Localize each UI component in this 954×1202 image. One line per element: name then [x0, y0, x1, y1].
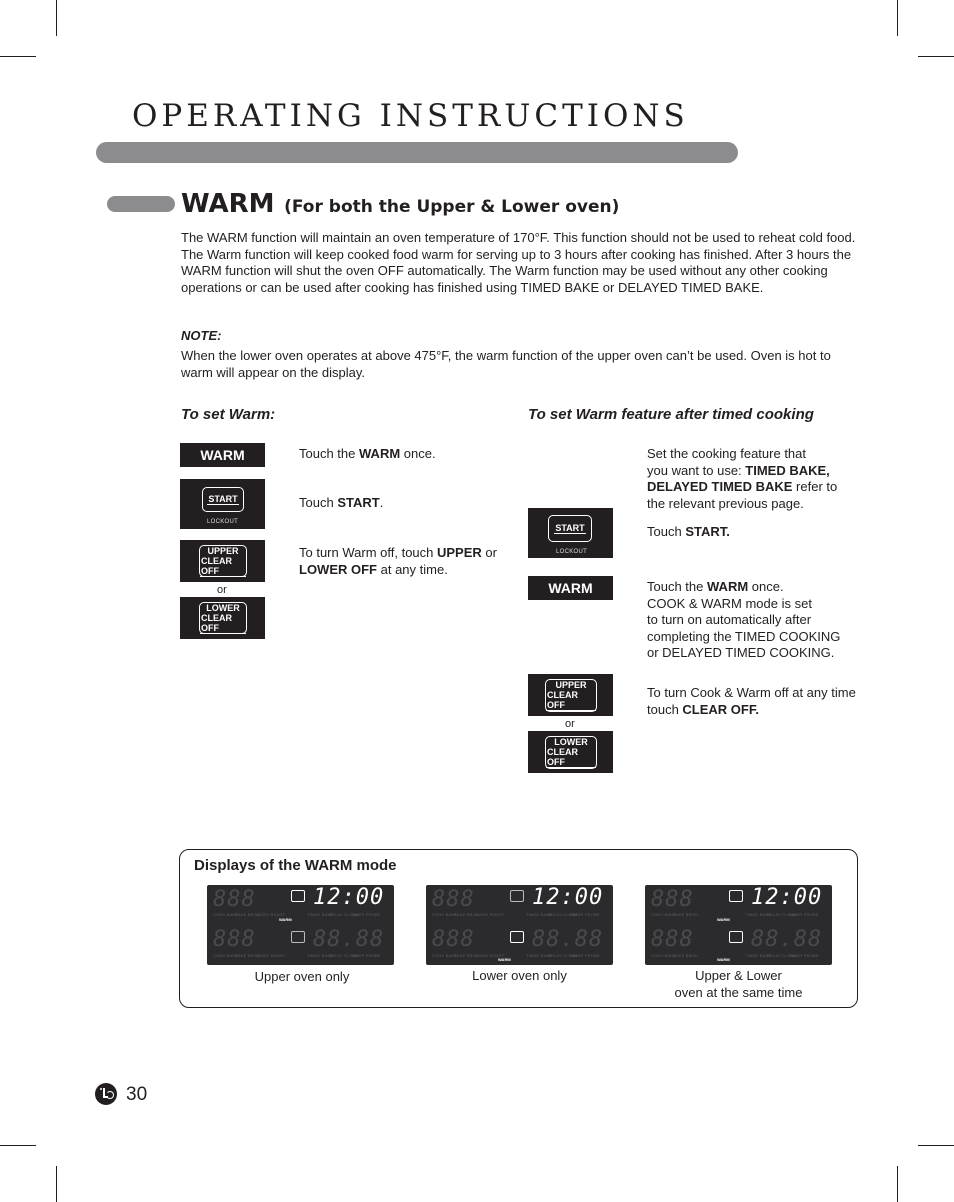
- displays-title: Displays of the WARM mode: [194, 857, 397, 874]
- right-step4: To turn Cook & Warm off at any time touch CLEAR OFF.: [647, 685, 856, 717]
- lg-logo-icon: [95, 1083, 117, 1105]
- caption-lower-only: Lower oven only: [472, 968, 567, 983]
- oven-icon: [291, 890, 305, 902]
- page-number: 30: [126, 1084, 148, 1105]
- section-title: [181, 189, 619, 219]
- lower-clear-off-button-left: LOWER CLEAR OFF: [180, 597, 265, 639]
- note-heading: NOTE:: [181, 328, 222, 343]
- section-title-main: WARM: [181, 189, 275, 219]
- header-bar: [96, 142, 738, 163]
- left-step1: Touch the WARM once.: [299, 446, 436, 461]
- caption-upper-and-lower: Upper & Lower oven at the same time: [674, 968, 803, 1000]
- display-upper-and-lower: 888 12:00 CONV BAKE BAKE BROIL WARM TIMED BAKE DELAY CLEAN TIMER PROBE 888 88.88 CONV BAKE BAKE BROIL WARM TIMED BAKE DELAY CLEAN TIMER PROBE: [645, 885, 832, 965]
- upper-clear-off-button-left: UPPER CLEAR OFF: [180, 540, 265, 582]
- caption-upper-only: Upper oven only: [254, 969, 350, 984]
- left-step3: To turn Warm off, touch UPPER or LOWER OFF at any time.: [299, 545, 497, 577]
- display-lower-only: 888 12:00 CONV BAKE BAKE BROIL CONV ROAST TIMED BAKE DELAY CLEAN TIMER PROBE 888 88.88 CONV BAKE BAKE BROIL CONV ROAST WARM TIMED BAKE DELAY CLEAN TIMER PROBE: [426, 885, 613, 965]
- oven-icon: [510, 931, 524, 943]
- intro-paragraph: The WARM function will maintain an oven temperature of 170°F. This function should not be used to reheat cold food. The Warm function will keep cooked food warm for serving up to 3 hours after cooking has finished. After 3 hours the WARM function will shut the oven OFF automatically. The Warm function may be used without any other cooking operations or can be used after cooking has finished using TIMED BAKE or DELAYED TIMED BAKE.: [181, 230, 856, 295]
- or-label-right: or: [565, 718, 575, 730]
- left-step2: Touch START.: [299, 495, 384, 510]
- right-step1: Set the cooking feature that you want to use: TIMED BAKE, DELAYED TIMED BAKE refer to the relevant previous page.: [647, 446, 838, 511]
- right-step2: Touch START.: [647, 524, 730, 539]
- start-button-right: START LOCKOUT: [528, 508, 613, 558]
- warm-button-left: WARM: [180, 443, 265, 467]
- oven-icon: [729, 931, 743, 943]
- lower-clear-off-button-right: LOWER CLEAR OFF: [528, 731, 613, 773]
- start-button-left: START LOCKOUT: [180, 479, 265, 529]
- page-header-title: OPERATING INSTRUCTIONS: [132, 98, 689, 134]
- warm-button-right: WARM: [528, 576, 613, 600]
- upper-clear-off-button-right: UPPER CLEAR OFF: [528, 674, 613, 716]
- or-label-left: or: [217, 584, 227, 596]
- left-heading: To set Warm:: [181, 406, 276, 423]
- right-step3: Touch the WARM once. COOK & WARM mode is set to turn on automatically after completing the TIMED COOKING or DELAYED TIMED COOKING.: [647, 579, 841, 660]
- section-title-sub: (For both the Upper & Lower oven): [284, 197, 620, 217]
- note-text: When the lower oven operates at above 475°F, the warm function of the upper oven can’t be used. Oven is hot to warm will appear on the display.: [181, 348, 831, 380]
- display-upper-only: 888 12:00 CONV BAKE BAKE BROIL CONV ROAST WARM TIMED BAKE DELAY CLEAN TIMER PROBE 888 88.88 CONV BAKE BAKE BROIL CONV ROAST TIMED BAKE DELAY CLEAN TIMER PROBE: [207, 885, 394, 965]
- section-marker: [107, 196, 175, 212]
- oven-icon: [729, 890, 743, 902]
- right-heading: To set Warm feature after timed cooking: [528, 406, 814, 423]
